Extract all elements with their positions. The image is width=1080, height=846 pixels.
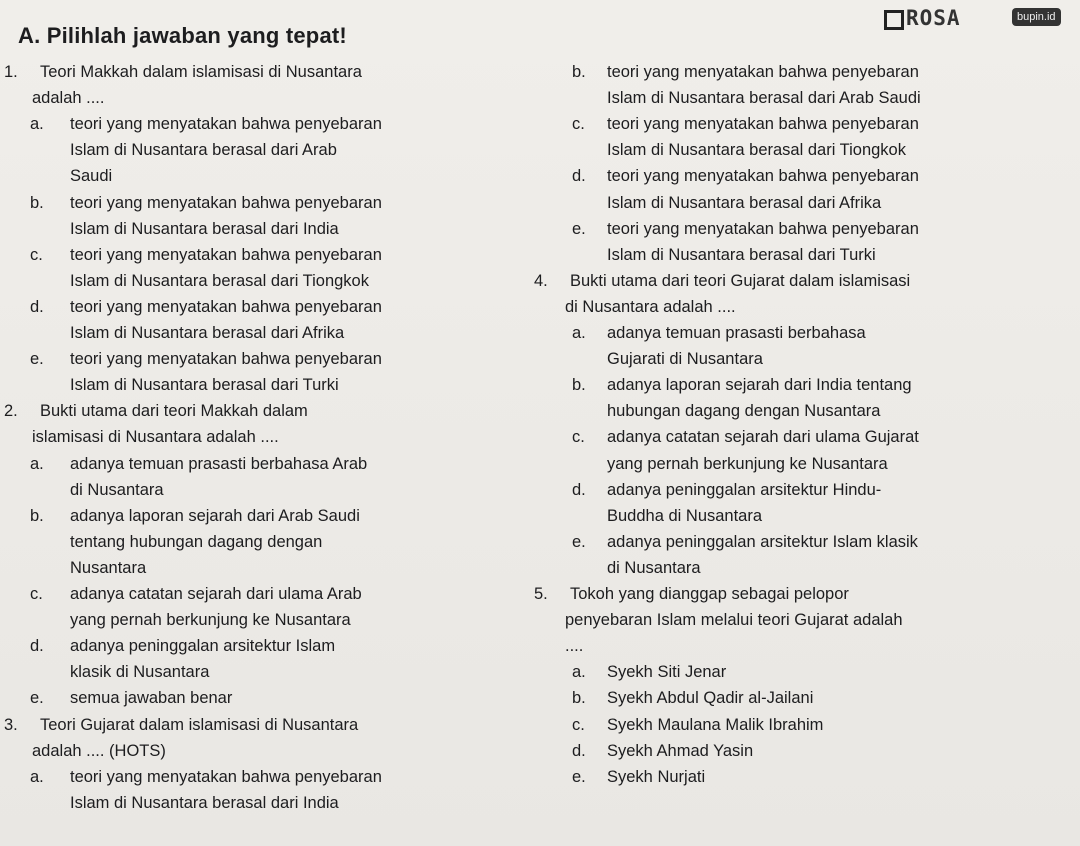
option-letter: e.: [572, 532, 586, 551]
option-letter: b.: [30, 506, 44, 525]
option-text: Syekh Nurjati: [607, 767, 706, 786]
option-text: Islam di Nusantara berasal dari Tiongkok: [607, 141, 906, 160]
question-text: Tokoh yang dianggap sebagai pelopor: [570, 585, 849, 603]
option-letter: b.: [30, 193, 44, 212]
option-letter: d.: [572, 167, 586, 186]
question-text: Teori Gujarat dalam islamisasi di Nusantara: [40, 715, 359, 734]
question-text: Teori Makkah dalam islamisasi di Nusantara: [40, 63, 362, 81]
option-text: semua jawaban benar: [70, 689, 233, 708]
option-text: adanya temuan prasasti berbahasa Arab: [70, 454, 368, 473]
option-letter: b.: [572, 376, 586, 395]
option-text: di Nusantara: [607, 558, 701, 577]
option-text: teori yang menyatakan bahwa penyebaran: [70, 245, 382, 264]
option-letter: a.: [572, 324, 586, 342]
option-text: Syekh Siti Jenar: [607, 663, 727, 682]
question-text: di Nusantara adalah ....: [565, 297, 736, 316]
option-letter: b.: [572, 689, 586, 708]
option-text: yang pernah berkunjung ke Nusantara: [70, 611, 351, 630]
option-letter: a.: [30, 454, 44, 473]
option-letter: d.: [30, 637, 44, 656]
option-text: Syekh Ahmad Yasin: [607, 741, 754, 760]
option-text: adanya catatan sejarah dari ulama Arab: [70, 585, 362, 603]
logo-square-icon: [884, 10, 904, 30]
question-text: adalah .... (HOTS): [32, 741, 166, 760]
option-text: Buddha di Nusantara: [607, 506, 763, 525]
option-text: yang pernah berkunjung ke Nusantara: [607, 454, 888, 473]
option-text: teori yang menyatakan bahwa penyebaran: [607, 115, 919, 134]
option-text: Islam di Nusantara berasal dari Turki: [607, 245, 876, 264]
question-text: islamisasi di Nusantara adalah ....: [32, 428, 279, 447]
option-text: Nusantara: [70, 558, 147, 577]
option-text: di Nusantara: [70, 480, 164, 499]
option-text: teori yang menyatakan bahwa penyebaran: [70, 115, 382, 134]
option-text: Syekh Maulana Malik Ibrahim: [607, 715, 824, 734]
question-text: penyebaran Islam melalui teori Gujarat adalah: [565, 611, 903, 630]
section-heading: A. Pilihlah jawaban yang tepat!: [18, 23, 347, 48]
option-text: Islam di Nusantara berasal dari Afrika: [70, 324, 345, 342]
option-text: Islam di Nusantara berasal dari India: [70, 793, 339, 812]
question-number: 4.: [534, 271, 548, 290]
option-text: Islam di Nusantara berasal dari Turki: [70, 376, 339, 395]
option-text: adanya peninggalan arsitektur Islam: [70, 637, 336, 656]
option-text: adanya laporan sejarah dari India tentang: [607, 376, 912, 395]
option-text: adanya peninggalan arsitektur Islam klasik: [607, 532, 918, 551]
option-text: Saudi: [70, 167, 113, 186]
question-number: 2.: [4, 402, 18, 421]
question-number: 3.: [4, 715, 18, 734]
option-letter: c.: [30, 585, 43, 603]
option-letter: b.: [572, 63, 586, 81]
option-letter: a.: [30, 115, 44, 134]
option-text: Syekh Abdul Qadir al-Jailani: [607, 689, 814, 708]
option-text: teori yang menyatakan bahwa penyebaran: [70, 193, 382, 212]
option-letter: c.: [572, 715, 585, 734]
question-text: Bukti utama dari teori Gujarat dalam islamisasi: [570, 271, 911, 290]
logo-badge: bupin.id: [1012, 8, 1061, 26]
option-text: Islam di Nusantara berasal dari Arab: [70, 141, 337, 160]
option-text: Islam di Nusantara berasal dari Afrika: [607, 193, 882, 212]
question-text: Bukti utama dari teori Makkah dalam: [40, 402, 308, 421]
option-letter: c.: [572, 428, 585, 447]
option-text: Gujarati di Nusantara: [607, 350, 763, 369]
option-text: teori yang menyatakan bahwa penyebaran: [607, 167, 919, 186]
option-letter: d.: [572, 741, 586, 760]
option-letter: c.: [572, 115, 585, 134]
option-text: hubungan dagang dengan Nusantara: [607, 402, 881, 421]
option-text: tentang hubungan dagang dengan: [70, 532, 323, 551]
question-text: adalah ....: [32, 89, 105, 108]
option-text: Islam di Nusantara berasal dari India: [70, 219, 339, 238]
option-letter: c.: [30, 245, 43, 264]
option-text: Islam di Nusantara berasal dari Arab Saudi: [607, 89, 921, 108]
option-text: teori yang menyatakan bahwa penyebaran: [70, 297, 382, 316]
option-letter: a.: [30, 767, 44, 786]
option-letter: e.: [572, 219, 586, 238]
option-text: adanya laporan sejarah dari Arab Saudi: [70, 506, 360, 525]
option-letter: a.: [572, 663, 586, 682]
question-text: ....: [565, 637, 584, 656]
option-letter: d.: [572, 480, 586, 499]
option-text: Islam di Nusantara berasal dari Tiongkok: [70, 271, 369, 290]
publisher-logo: [862, 4, 1068, 44]
option-letter: d.: [30, 297, 44, 316]
option-text: teori yang menyatakan bahwa penyebaran: [70, 767, 382, 786]
option-text: teori yang menyatakan bahwa penyebaran: [607, 219, 919, 238]
option-text: teori yang menyatakan bahwa penyebaran: [607, 63, 919, 81]
option-text: adanya peninggalan arsitektur Hindu-: [607, 480, 882, 499]
option-letter: e.: [30, 689, 44, 708]
option-text: adanya temuan prasasti berbahasa: [607, 324, 866, 342]
option-text: teori yang menyatakan bahwa penyebaran: [70, 350, 382, 369]
question-number: 5.: [534, 585, 548, 603]
option-letter: e.: [30, 350, 44, 369]
option-letter: e.: [572, 767, 586, 786]
question-number: 1.: [4, 63, 18, 81]
logo-text: ROSA: [906, 6, 961, 30]
option-text: klasik di Nusantara: [70, 663, 210, 682]
option-text: adanya catatan sejarah dari ulama Gujarat: [607, 428, 919, 447]
